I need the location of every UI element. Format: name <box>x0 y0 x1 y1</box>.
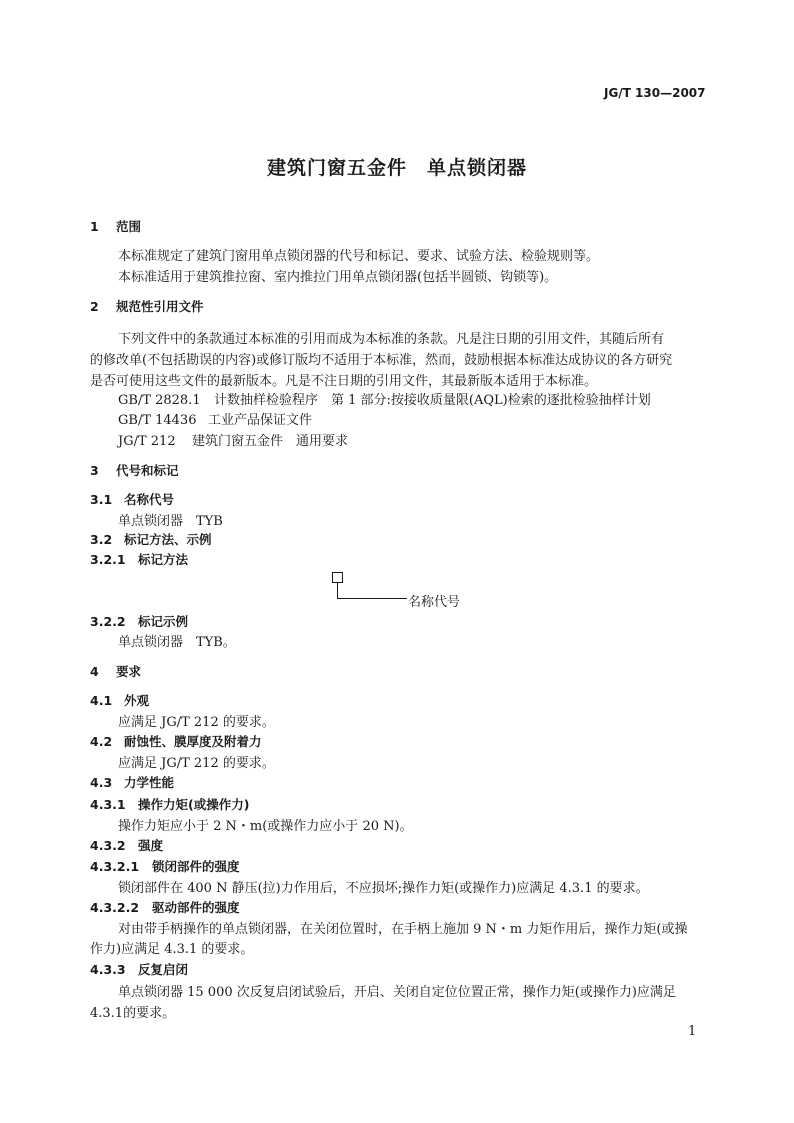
section-title: 标记方法、示例 <box>124 532 212 547</box>
page-number: 1 <box>688 1024 697 1039</box>
section-number: 4.3.2.2 <box>90 900 140 915</box>
leader-line <box>337 583 338 598</box>
section-number: 3.1 <box>90 492 113 507</box>
paragraph-line: 作力)应满足 4.3.1 的要求。 <box>90 942 254 957</box>
subsection-heading-4-3-3 <box>90 960 188 978</box>
paragraph: 操作力矩应小于 2 N・m(或操作力应小于 20 N)。 <box>118 819 413 834</box>
paragraph: 单点锁闭器 TYB <box>118 514 223 529</box>
subsection-heading-4-3 <box>90 773 174 791</box>
paragraph-line: 对由带手柄操作的单点锁闭器，在关闭位置时，在手柄上施加 9 N・m 力矩作用后，操作力矩(或操 <box>118 922 688 937</box>
section-title: 要求 <box>116 664 142 679</box>
subsection-heading-4-3-2-1 <box>90 857 240 875</box>
paragraph-line: 是否可使用这些文件的最新版本。凡是不注日期的引用文件，其最新版本适用于本标准。 <box>90 374 598 389</box>
section-number: 4.3.1 <box>90 797 126 812</box>
section-title: 标记方法 <box>138 552 189 567</box>
document-title: 建筑门窗五金件 单点锁闭器 <box>266 157 527 179</box>
section-number: 4 <box>90 664 99 679</box>
section-title: 操作力矩(或操作力) <box>138 797 250 812</box>
subsection-heading-3-1 <box>90 490 174 508</box>
section-number: 3.2 <box>90 532 113 547</box>
subsection-heading-4-3-2-2 <box>90 898 240 916</box>
subsection-heading-4-2 <box>90 732 262 750</box>
section-number: 2 <box>90 299 99 314</box>
section-number: 4.3.2.1 <box>90 859 140 874</box>
paragraph: 应满足 JG/T 212 的要求。 <box>118 715 275 730</box>
section-title: 驱动部件的强度 <box>152 900 240 915</box>
subsection-heading-3-2 <box>90 530 212 548</box>
section-number: 4.3.3 <box>90 962 126 977</box>
subsection-heading-3-2-1 <box>90 550 188 568</box>
paragraph-line: 的修改单(不包括勘误的内容)或修订版均不适用于本标准，然而，鼓励根据本标准达成协议的各方研究 <box>90 353 673 368</box>
section-title: 反复启闭 <box>138 962 189 977</box>
section-title: 标记示例 <box>138 614 189 629</box>
reference-title: 计数抽样检验程序 第 1 部分:按接收质量限(AQL)检索的逐批检验抽样计划 <box>214 393 651 408</box>
section-number: 3 <box>90 463 99 478</box>
paragraph-line: 4.3.1的要求。 <box>90 1006 176 1021</box>
section-number: 4.3 <box>90 775 113 790</box>
section-title: 规范性引用文件 <box>116 299 204 314</box>
section-title: 强度 <box>138 838 164 853</box>
paragraph: 单点锁闭器 TYB。 <box>118 635 236 650</box>
paragraph-line: 下列文件中的条款通过本标准的引用而成为本标准的条款。凡是注日期的引用文件，其随后所有 <box>118 332 665 347</box>
section-number: 4.1 <box>90 693 113 708</box>
reference-code: GB/T 2828.1 <box>118 393 201 408</box>
reference-item <box>118 409 312 428</box>
paragraph: 锁闭部件在 400 N 静压(拉)力作用后，不应损坏;操作力矩(或操作力)应满足 4.3.1 的要求。 <box>118 881 649 896</box>
section-title: 外观 <box>124 693 150 708</box>
reference-title: 建筑门窗五金件 通用要求 <box>192 434 349 449</box>
paragraph-line: 单点锁闭器 15 000 次反复启闭试验后，开启、关闭自定位位置正常，操作力矩(或操作力)应满足 <box>118 985 676 1000</box>
section-title: 名称代号 <box>124 492 175 507</box>
section-number: 4.3.2 <box>90 838 126 853</box>
section-title: 力学性能 <box>124 775 175 790</box>
section-title: 耐蚀性、膜厚度及附着力 <box>124 734 262 749</box>
reference-title: 工业产品保证文件 <box>208 413 313 428</box>
subsection-heading-4-3-2 <box>90 836 163 854</box>
subsection-heading-4-1 <box>90 691 149 709</box>
paragraph: 本标准适用于建筑推拉窗、室内推拉门用单点锁闭器(包括半圆锁、钩锁等)。 <box>118 270 558 285</box>
section-number: 4.2 <box>90 734 113 749</box>
section-heading-1 <box>90 217 141 235</box>
leader-line <box>337 598 407 599</box>
section-title: 代号和标记 <box>116 463 179 478</box>
subsection-heading-4-3-1 <box>90 795 249 813</box>
section-heading-4 <box>90 662 141 680</box>
reference-code: JG/T 212 <box>118 434 176 449</box>
placeholder-box <box>332 572 343 583</box>
section-heading-3 <box>90 461 179 479</box>
section-title: 范围 <box>116 219 142 234</box>
section-number: 3.2.2 <box>90 614 126 629</box>
section-number: 3.2.1 <box>90 552 126 567</box>
paragraph: 本标准规定了建筑门窗用单点锁闭器的代号和标记、要求、试验方法、检验规则等。 <box>118 249 600 264</box>
paragraph: 应满足 JG/T 212 的要求。 <box>118 756 275 771</box>
standard-code: JG/T 130—2007 <box>604 86 706 100</box>
diagram-label: 名称代号 <box>408 595 461 610</box>
section-heading-2 <box>90 297 204 315</box>
section-number: 1 <box>90 219 99 234</box>
reference-code: GB/T 14436 <box>118 413 197 428</box>
subsection-heading-3-2-2 <box>90 612 188 630</box>
reference-item <box>118 430 348 449</box>
section-title: 锁闭部件的强度 <box>152 859 240 874</box>
reference-item <box>118 389 651 408</box>
